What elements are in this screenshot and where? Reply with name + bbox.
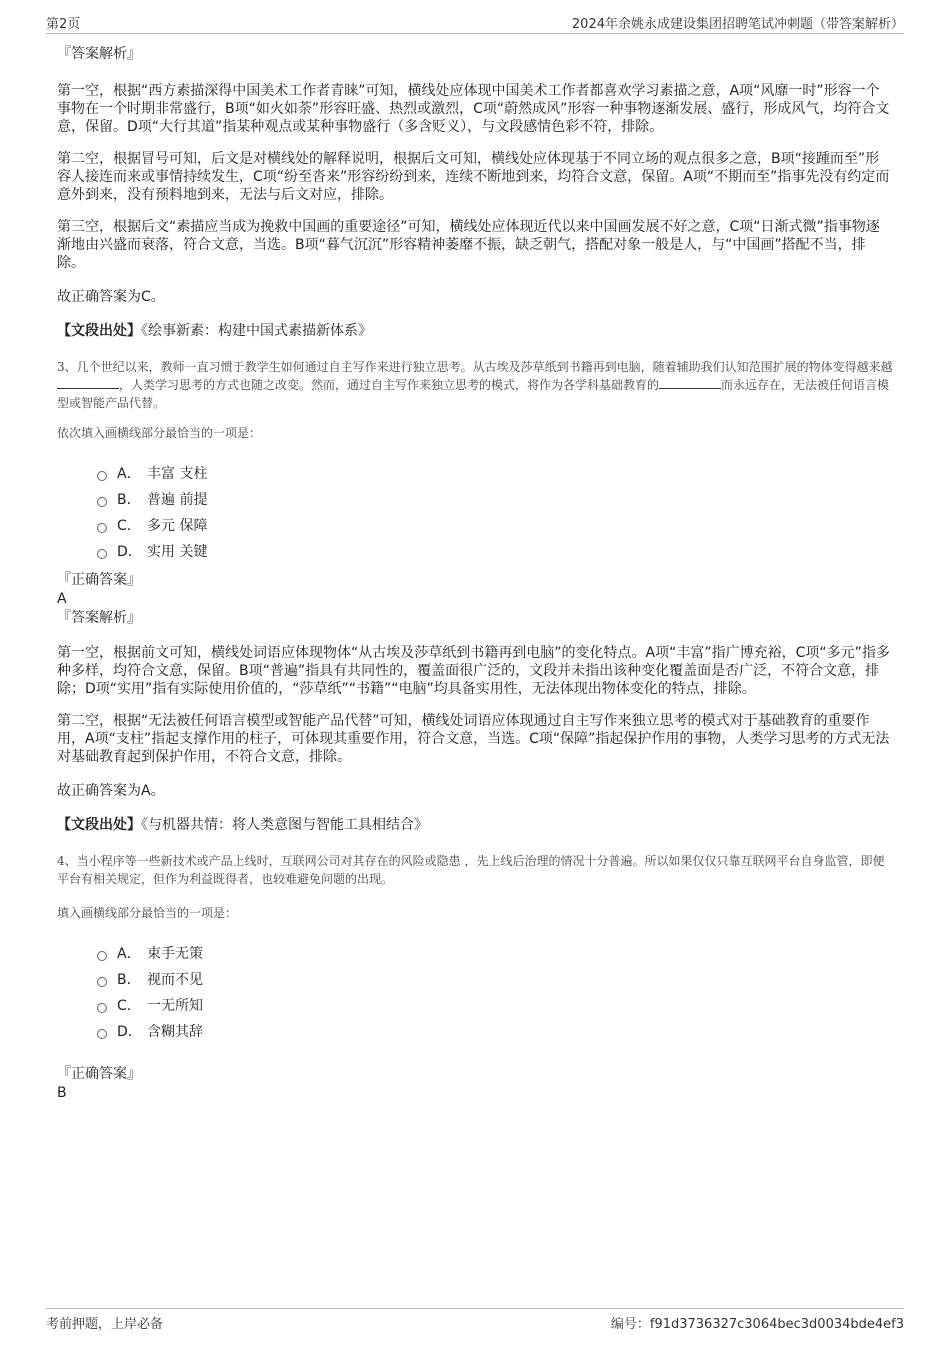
q4-stem: 4、当小程序等一些新技术或产品上线时，互联网公司对其存在的风险或隐患 ，先上线后治理的情况十分普遍。所以如果仅仅只靠互联网平台自身监管，即便平台有相关规定，但作为利益既得者，也较难避免问题的出现。 [57,854,885,886]
q2-analysis-p1: 第一空，根据“西方素描深得中国美术工作者青睐”可知，横线处应体现中国美术工作者都喜欢学习素描之意，A项“风靡一时”形容一个事物在一个时期非常盛行，B项“如火如荼”形容旺盛、热烈或激烈，C项“蔚然成风”形容一种事物逐渐发展、盛行，形成风气，均符合文意，保留。D项“大行其道”指某种观点或某种事物盛行（多含贬义），与文段感情色彩不符，排除。 [57,83,890,135]
option-text: 实用 关键 [147,544,208,560]
document-id: 编号：f91d3736327c3064bec3d0034bde4ef3 [610,1317,904,1332]
q3-source [57,816,893,834]
q3-stem-part-c: 而永远存在，无法被任何语言模型或智能产品代替。 [57,378,890,410]
radio-icon[interactable] [97,471,107,481]
q3-blank-2 [659,376,721,389]
footer-slogan: 考前押题，上岸必备 [46,1317,164,1332]
option-text: 一无所知 [147,998,203,1014]
option-key: A． [117,466,141,482]
q3-analysis-label: 『答案解析』 [57,610,141,626]
option-text: 束手无策 [147,946,203,962]
radio-icon[interactable] [97,549,107,559]
q2-source-label: 【文段出处】 [57,323,141,339]
q2-conclusion: 故正确答案为C。 [57,289,165,305]
q3-stem [57,358,893,412]
q3-options [97,460,893,564]
radio-icon[interactable] [97,951,107,961]
radio-icon[interactable] [97,523,107,533]
q2-analysis-p3: 第三空，根据后文“素描应当成为挽救中国画的重要途径”可知，横线处应体现近代以来中国画发展不好之意，C项“日渐式微”指事物逐渐地由兴盛而衰落，符合文意，当选。B项“暮气沉沉”形容精神萎靡不振，缺乏朝气，搭配对象一般是人，与“中国画”搭配不当，排除。 [57,219,880,271]
q3-source-label: 【文段出处】 [57,817,141,833]
q4-answer-label: 『正确答案』 [57,1066,141,1082]
q3-analysis-p2: 第二空，根据“无法被任何语言模型或智能产品代替”可知，横线处词语应体现通过自主写作来独立思考的模式对于基础教育的重要作用，A项“支柱”指起支撑作用的柱子，可体现其重要作用，符合文意，当选。C项“保障”指起保护作用的事物，人类学习思考的方式无法对基础教育起到保护作用，不符合文意，排除。 [57,713,890,765]
q3-analysis-p1: 第一空，根据前文可知，横线处词语应体现物体“从古埃及莎草纸到书籍再到电脑”的变化特点。A项“丰富”指广博充裕，C项“多元”指多种多样，均符合文意，保留。B项“普遍”指具有共同性的，覆盖面很广泛的，文段并未指出该种变化覆盖面是否广泛，不符合文意，排除；D项“实用”指有实际使用价值的，“莎草纸”“书籍”“电脑”均具备实用性，无法体现出物体变化的特点，排除。 [57,645,890,697]
q4-option-d[interactable] [97,1018,893,1044]
page-number: 第2页 [46,17,81,32]
option-text: 多元 保障 [147,518,208,534]
q4-answer: B [57,1085,67,1101]
q3-option-a[interactable] [97,460,893,486]
q3-stem-part-b: ，人类学习思考的方式也随之改变。然而，通过自主写作来独立思考的模式，将作为各学科基础教育的 [119,378,660,392]
q2-source-title: 《绘事新素：构建中国式素描新体系》 [141,323,372,339]
option-key: B． [117,972,141,988]
q4-option-b[interactable] [97,966,893,992]
page-footer [46,1308,904,1332]
q4-prompt: 填入画横线部分最恰当的一项是： [57,906,238,920]
q3-option-d[interactable] [97,538,893,564]
option-text: 含糊其辞 [147,1024,203,1040]
radio-icon[interactable] [97,1003,107,1013]
q3-option-c[interactable] [97,512,893,538]
q3-source-title: 《与机器共情：将人类意图与智能工具相结合》 [141,817,428,833]
option-text: 丰富 支柱 [147,466,208,482]
option-key: D． [117,544,142,560]
q4-option-a[interactable] [97,940,893,966]
q3-blank-1 [57,376,119,389]
q3-prompt: 依次填入画横线部分最恰当的一项是： [57,426,262,440]
page-header [46,13,904,34]
q3-answer-label: 『正确答案』 [57,572,141,588]
q3-option-b[interactable] [97,486,893,512]
option-key: C． [117,518,141,534]
q4-option-c[interactable] [97,992,893,1018]
q3-stem-part-a: 3、几个世纪以来，教师一直习惯于教学生如何通过自主写作来进行独立思考。从古埃及莎草纸到书籍再到电脑，随着辅助我们认知范围扩展的物体变得越来越 [57,360,893,374]
radio-icon[interactable] [97,1029,107,1039]
q3-conclusion: 故正确答案为A。 [57,783,165,799]
q4-options [97,940,893,1044]
document-title: 2024年余姚永成建设集团招聘笔试冲刺题（带答案解析） [571,17,904,32]
q3-answer: A [57,591,67,607]
option-text: 视而不见 [147,972,203,988]
option-key: D． [117,1024,142,1040]
page-content [57,44,893,1102]
radio-icon[interactable] [97,977,107,987]
option-text: 普遍 前提 [147,492,208,508]
q2-analysis-label: 『答案解析』 [57,46,141,62]
radio-icon[interactable] [97,497,107,507]
q2-source [57,322,893,340]
option-key: B． [117,492,141,508]
option-key: C． [117,998,141,1014]
option-key: A． [117,946,141,962]
q2-analysis-p2: 第二空，根据冒号可知，后文是对横线处的解释说明，根据后文可知，横线处应体现基于不同立场的观点很多之意，B项“接踵而至”形容人接连而来或事情持续发生，C项“纷至沓来”形容纷纷到来，连续不断地到来，均符合文意，保留。A项“不期而至”指事先没有约定而意外到来，没有预料地到来，无法与后文对应，排除。 [57,151,890,203]
